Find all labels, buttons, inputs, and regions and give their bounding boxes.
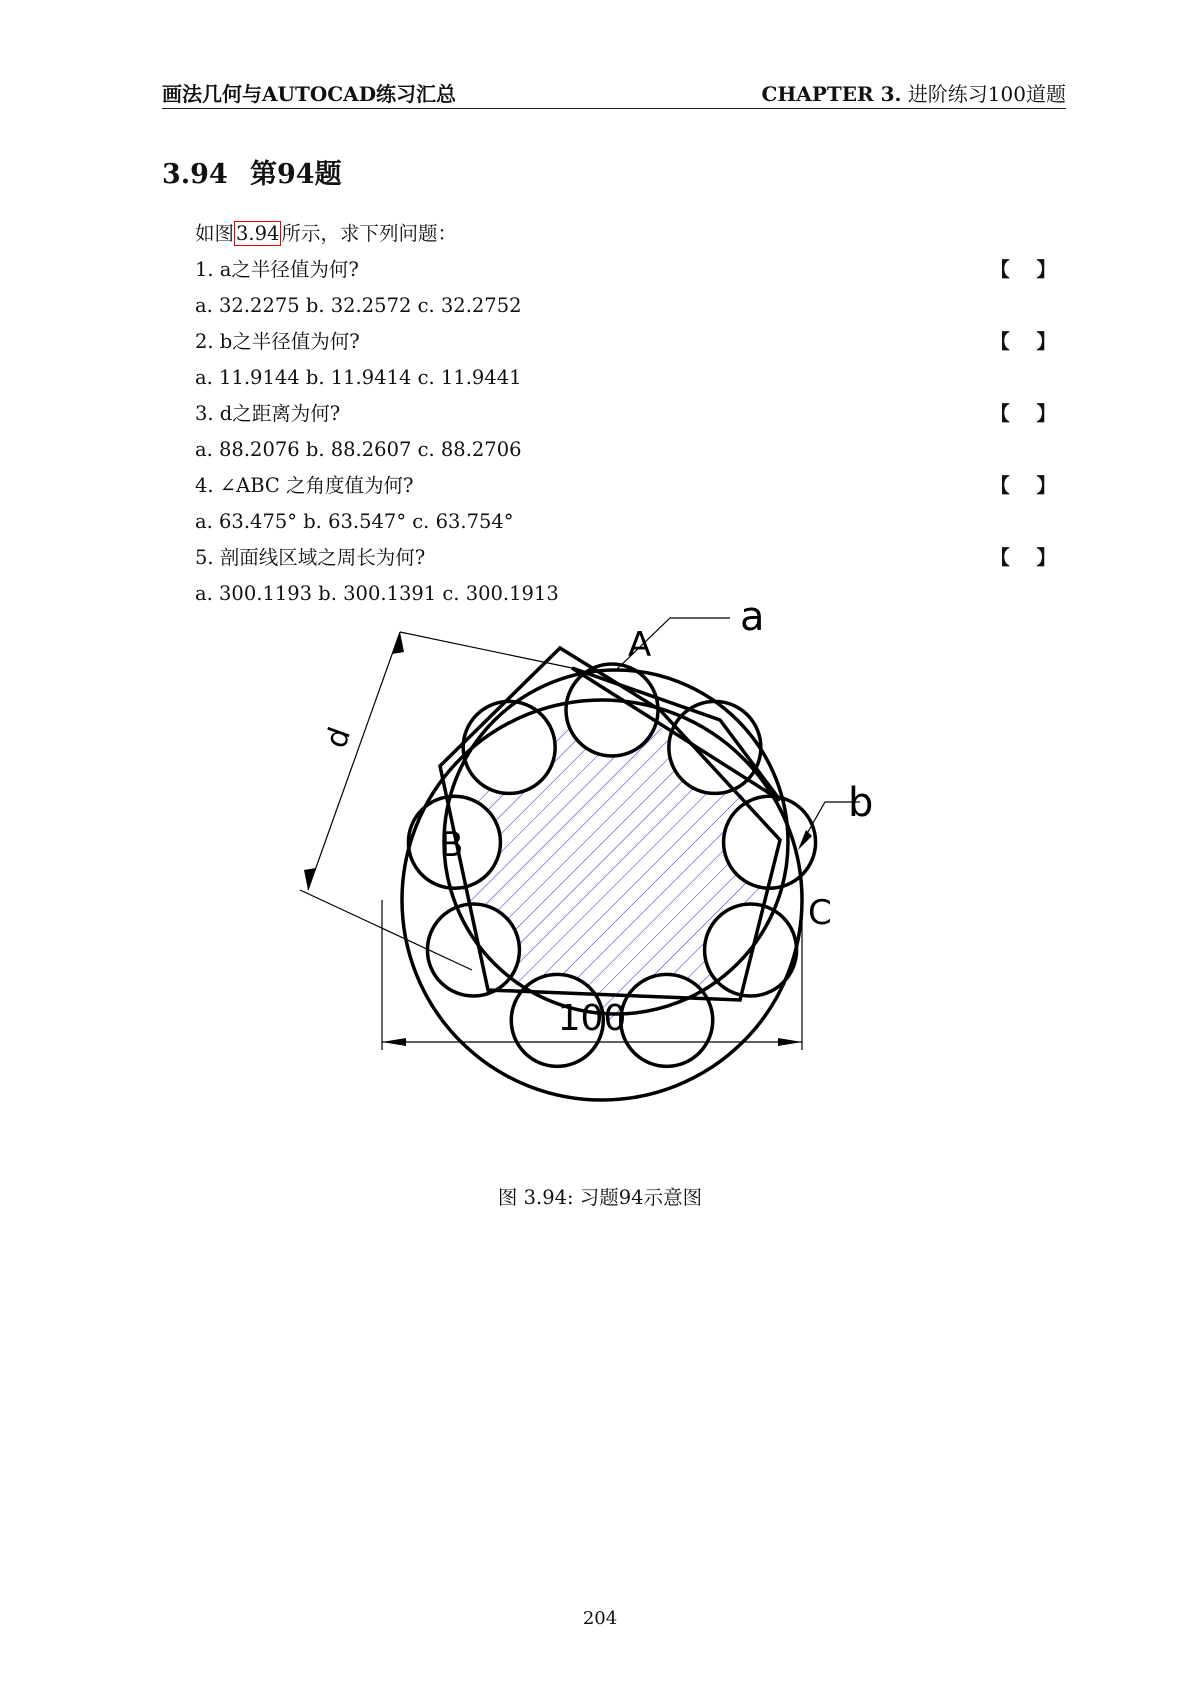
label-point-a: A: [628, 625, 652, 665]
options-4: a. 63.475° b. 63.547° c. 63.754°: [195, 510, 514, 533]
geometry-figure: [318, 594, 874, 1150]
book-title: 画法几何与AUTOCAD练习汇总: [162, 82, 457, 106]
answer-bracket: 【 】: [990, 474, 1066, 497]
question-5: [195, 540, 1066, 576]
dim-d-arrow-top: [392, 632, 404, 654]
question-text: 4. ∠ABC 之角度值为何?: [195, 474, 414, 497]
answer-bracket: 【 】: [990, 546, 1066, 569]
question-text: 2. b之半径值为何?: [195, 330, 360, 353]
chapter-name: 进阶练习100道题: [907, 82, 1066, 106]
section-number: 3.94: [162, 159, 228, 190]
label-point-b: B: [440, 825, 464, 865]
label-d: d: [318, 722, 359, 753]
chapter-title: [761, 78, 1066, 107]
question-text: 5. 剖面线区域之周长为何?: [195, 546, 426, 569]
intro-prefix: 如图: [195, 222, 235, 245]
label-point-c: C: [808, 893, 832, 933]
options-1: a. 32.2275 b. 32.2572 c. 32.2752: [195, 294, 522, 317]
dim-100-arrow-left: [382, 1038, 406, 1046]
dim-d-extension-top: [400, 632, 572, 668]
question-text: 3. d之距离为何?: [195, 402, 341, 425]
dim-d-arrow-bottom: [304, 868, 316, 890]
figure-caption: 图 3.94: 习题94示意图: [497, 1186, 703, 1209]
section-name: 第94题: [250, 159, 342, 190]
question-1: [195, 252, 1066, 288]
question-text: 1. a之半径值为何?: [195, 258, 359, 281]
question-list: [195, 216, 1066, 612]
question-4: [195, 468, 1066, 504]
intro-suffix: 所示，求下列问题：: [281, 222, 457, 245]
section-heading: [162, 152, 342, 191]
intro-line: [195, 216, 1066, 252]
question-2: [195, 324, 1066, 360]
label-dim-100: 100: [557, 998, 627, 1039]
label-a: a: [740, 594, 765, 640]
figure-ref-link[interactable]: 3.94: [236, 222, 280, 245]
answer-bracket: 【 】: [990, 402, 1066, 425]
dim-100-arrow-right: [778, 1038, 802, 1046]
page-header: [162, 74, 1066, 109]
answer-bracket: 【 】: [990, 330, 1066, 353]
answer-bracket: 【 】: [990, 258, 1066, 281]
label-b: b: [848, 780, 874, 826]
options-2: a. 11.9144 b. 11.9414 c. 11.9441: [195, 366, 522, 389]
dim-d-line: [308, 632, 400, 890]
options-3: a. 88.2076 b. 88.2607 c. 88.2706: [195, 438, 522, 461]
chapter-number: CHAPTER 3.: [761, 82, 902, 106]
page-number: 204: [582, 1608, 618, 1629]
options-5: a. 300.1193 b. 300.1391 c. 300.1913: [195, 582, 559, 605]
question-3: [195, 396, 1066, 432]
